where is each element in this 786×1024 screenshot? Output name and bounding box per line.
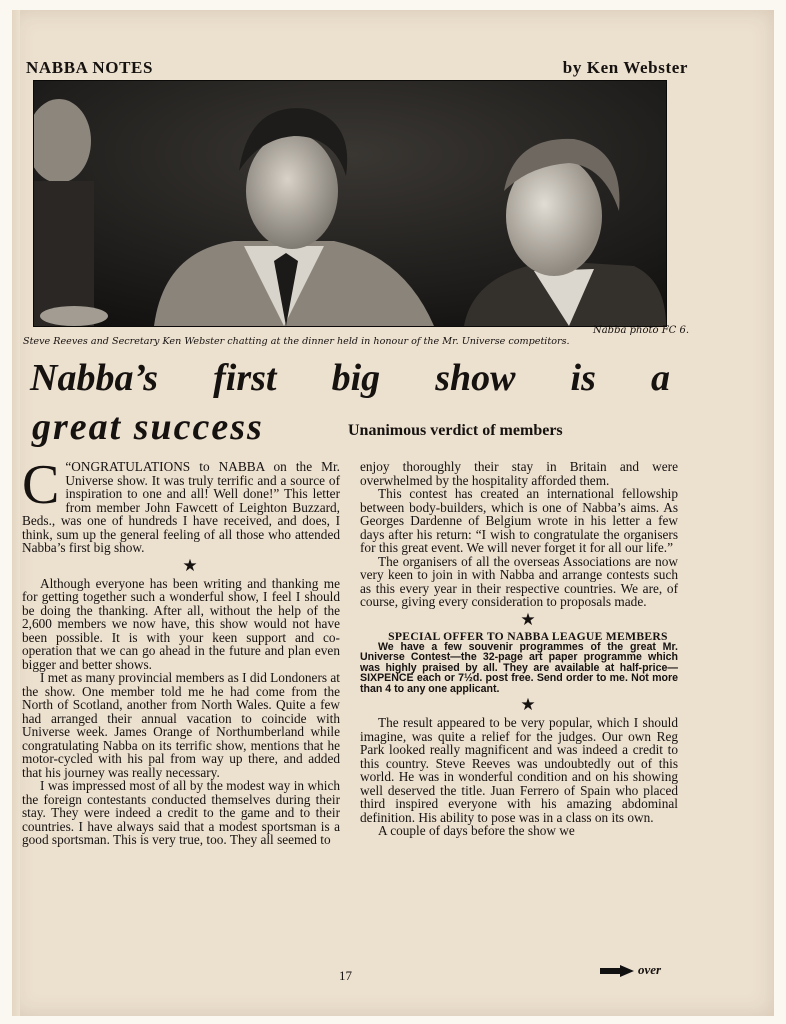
continue-indicator: over (600, 962, 661, 978)
article-left-column (22, 454, 340, 847)
headline-line-2: great success (32, 406, 264, 448)
star-divider-icon: ★ (520, 695, 536, 715)
photo-caption: Steve Reeves and Secretary Ken Webster chatting at the dinner held in honour of the Mr. Universe competitors. (23, 336, 570, 347)
open-quote: “ (65, 459, 72, 474)
page-number: 17 (339, 968, 352, 983)
paragraph: The organisers of all the overseas Associations are now very keen to join in with Nabba and arrange contests such as this every year in their respective countries. We are, of course, giving every consideration to proposals made. (360, 553, 678, 609)
paragraph: This contest has created an international fellowship between body-builders, which is one of Nabba’s aims. As Georges Dardenne of Belgium wrote in his letter a few days after his return: “I wish to congratulate the organisers for this great event. We will never forget it for all our life.” (360, 486, 678, 555)
headline-line-1: Nabba’s first big show is a (30, 357, 670, 399)
offer-body: We have a few souvenir programmes of the great Mr. Universe Contest—the 32-page art paper programme which was highly praised by all. They are available at half-price—SIXPENCE each or 7½d. post free. Send order to me. Not more than 4 to any one applicant. (360, 641, 678, 695)
star-divider-icon: ★ (520, 609, 536, 629)
subheadline: Unanimous verdict of members (348, 422, 563, 439)
offer-title: SPECIAL OFFER TO NABBA LEAGUE MEMBERS (388, 629, 668, 643)
photo-credit: Nabba photo FC 6. (592, 325, 689, 336)
pointing-hand-icon (600, 962, 638, 977)
dinner-photo (33, 80, 667, 327)
paragraph: I met as many provincial members as I did Londoners at the show. One member told me he had come from the North of Scotland, another from North Wales. Quite a few had arranged their annual vacation to coincide with Universe week. James Orange of Northumberland while congratulating Nabba on its terrific show, mentions that he motor-cycled with his pal from way up there, and added that his journey was really necessary. (22, 670, 340, 780)
section-title: NABBA NOTES (26, 58, 154, 77)
paragraph: Although everyone has been writing and thanking me for getting together such a wonderful show, I feel I should be doing the thanking. After all, without the help of the 2,600 members we now have, this show would not have been possible. It is with your keen support and co-operation that we can go ahead in the future and plan even bigger and better shows. (22, 575, 340, 672)
opening-paragraph: “ C ONGRATULATIONS to NABBA on the Mr. Universe show. It was truly terrific and a source of inspiration to one and all! Well done!” This letter from member John Fawcett of Leighton Buzzard, Beds., was one of hundreds I have received, and does, I think, sum up the general feeling of all those who attended Nabba’s first big show. (22, 454, 340, 555)
drop-cap: C (22, 454, 60, 516)
paragraph: enjoy thoroughly their stay in Britain and were overwhelmed by the hospitality afforded them. (360, 459, 678, 488)
paragraph: The result appeared to be very popular, which I should imagine, was quite a relief for the judges. Our own Reg Park looked really magnificent and was indeed a credit to this country. Steve Reeves was undoubtedly out of this world. He was in wonderful condition and on his showing well deserved the title. Juan Ferrero of Spain who placed third inspired everyone with his amazing abdominal definition. His ability to pose was in a class on its own. (360, 715, 678, 825)
paragraph: I was impressed most of all by the modest way in which the foreign contestants conducted themselves during their stay. They were indeed a credit to the game and to their countries. I have always said that a modest sportsman is a good sportsman. This is very true, too. They all seemed to (22, 778, 340, 847)
article-right-column (360, 460, 678, 838)
paragraph: A couple of days before the show we (378, 823, 575, 839)
page-binding-edge (12, 10, 20, 1016)
byline: by Ken Webster (562, 58, 688, 77)
star-divider-icon: ★ (182, 555, 198, 575)
